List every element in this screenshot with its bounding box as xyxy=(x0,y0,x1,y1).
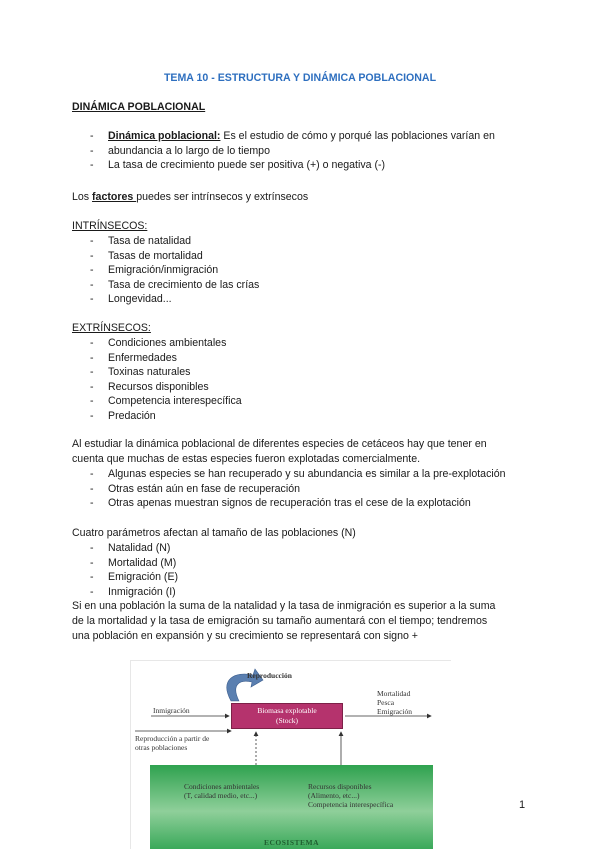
biomass-box xyxy=(231,703,343,729)
other-reproduction-label: Reproducción a partir de xyxy=(135,734,210,743)
list-item: - Otras apenas muestran signos de recuperación tras el cese de la explotación xyxy=(90,496,506,511)
mortality-label: Mortalidad xyxy=(377,689,411,698)
emigration-label: Emigración xyxy=(377,707,412,716)
environment-detail: (T, calidad medio, etc...) xyxy=(184,791,258,800)
list-item xyxy=(90,158,495,173)
population-diagram xyxy=(130,660,451,849)
competition-label: Competencia interespecífica xyxy=(308,800,394,809)
list-item: - Longevidad... xyxy=(90,292,259,307)
resources-detail: (Alimento, etc...) xyxy=(308,791,360,800)
conclusion-line-3: una población en expansión y su crecimiento se representará con signo + xyxy=(72,630,418,642)
extrinsic-list xyxy=(90,336,242,424)
extrinsic-label: EXTRÍNSECOS: xyxy=(72,322,151,334)
conclusion-line-2: de la mortalidad y la tasa de emigración su tamaño aumentará con el tiempo; tendremos xyxy=(72,615,488,627)
definition-list xyxy=(90,129,495,173)
list-item: - Tasa de natalidad xyxy=(90,234,259,249)
parameters-list xyxy=(90,541,178,599)
intrinsic-list xyxy=(90,234,259,307)
list-item: - Emigración/inmigración xyxy=(90,263,259,278)
biomass-label: Biomasa explotable xyxy=(257,706,317,715)
ecosystem-box xyxy=(150,765,433,849)
factors-pre: Los xyxy=(72,191,93,203)
list-item: - Toxinas naturales xyxy=(90,365,242,380)
list-item: - Otras están aún en fase de recuperación xyxy=(90,482,506,497)
definition-term: Dinámica poblacional: xyxy=(108,130,221,142)
list-item: - Predación xyxy=(90,409,242,424)
immigration-label: Inmigración xyxy=(153,706,190,715)
factors-post: puedes ser intrínsecos y extrínsecos xyxy=(136,191,309,203)
list-item: - Mortalidad (M) xyxy=(90,556,178,571)
growth-text: La tasa de crecimiento puede ser positiva (+) o negativa (-) xyxy=(108,159,386,172)
ecosystem-label: ECOSISTEMA xyxy=(263,838,319,847)
factors-paragraph xyxy=(72,190,308,205)
list-item: - Recursos disponibles xyxy=(90,380,242,395)
document-title: TEMA 10 - ESTRUCTURA Y DINÁMICA POBLACIONAL xyxy=(163,72,437,84)
list-item: - Condiciones ambientales xyxy=(90,336,242,351)
list-item: - Natalidad (N) xyxy=(90,541,178,556)
list-item-continued xyxy=(90,144,495,159)
cetaceans-list xyxy=(90,467,506,511)
cetaceans-line-2: cuenta que muchas de estas especies fueron explotadas comercialmente. xyxy=(72,453,421,465)
list-item: - Tasas de mortalidad xyxy=(90,249,259,264)
list-item: - Algunas especies se han recuperado y su abundancia es similar a la pre-explotación xyxy=(90,467,506,482)
definition-text-cont: abundancia a lo largo de lo tiempo xyxy=(108,144,270,157)
other-populations-label: otras poblaciones xyxy=(135,743,188,752)
list-item: - Inmigración (I) xyxy=(90,585,178,600)
list-item: - Competencia interespecífica xyxy=(90,394,242,409)
factors-word: factores xyxy=(92,191,137,203)
list-item: - Enfermedades xyxy=(90,351,242,366)
stock-label: (Stock) xyxy=(275,716,299,725)
reproduction-label: Reproducción xyxy=(247,671,292,680)
environment-label: Condiciones ambientales xyxy=(184,782,260,791)
list-item xyxy=(90,129,495,144)
list-item: - Tasa de crecimiento de las crías xyxy=(90,278,259,293)
list-item: - Emigración (E) xyxy=(90,570,178,585)
page-number: 1 xyxy=(519,799,526,811)
intrinsic-label: INTRÍNSECOS: xyxy=(72,220,148,232)
section-heading: DINÁMICA POBLACIONAL xyxy=(72,101,206,113)
cetaceans-line-1: Al estudiar la dinámica poblacional de diferentes especies de cetáceos hay que tener en xyxy=(72,438,487,450)
definition-text: Es el estudio de cómo y porqué las poblaciones varían en xyxy=(220,130,495,142)
parameters-intro: Cuatro parámetros afectan al tamaño de las poblaciones (N) xyxy=(72,527,356,539)
resources-label: Recursos disponibles xyxy=(308,782,372,791)
conclusion-line-1: Si en una población la suma de la natalidad y la tasa de inmigración es superior a la suma xyxy=(72,600,496,612)
fishing-label: Pesca xyxy=(377,698,395,707)
